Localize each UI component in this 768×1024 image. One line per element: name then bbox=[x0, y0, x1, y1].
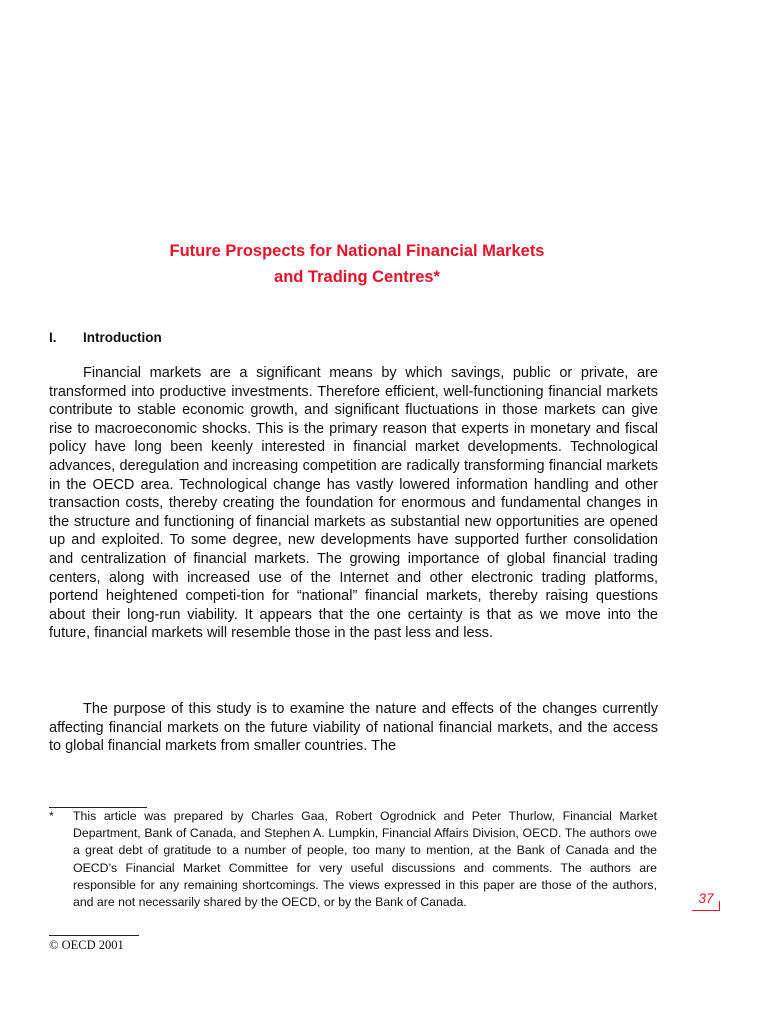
article-title-line-2: and Trading Centres* bbox=[274, 268, 440, 286]
page-number: 37 bbox=[692, 891, 720, 911]
article-title-line-1: Future Prospects for National Financial Markets bbox=[169, 242, 545, 260]
copyright-divider bbox=[49, 935, 139, 936]
copyright-notice: © OECD 2001 bbox=[49, 938, 124, 952]
article-title bbox=[0, 238, 714, 290]
section-title: Introduction bbox=[83, 330, 162, 345]
footnote-marker: * bbox=[49, 809, 54, 823]
body-paragraph-2: The purpose of this study is to examine the nature and effects of the changes currently affecting financial markets on the future viability of national financial markets, and the access to global financial markets from smaller countries. The bbox=[49, 701, 658, 755]
footnote bbox=[49, 808, 657, 911]
section-number: I. bbox=[49, 330, 57, 345]
body-paragraph-1: Financial markets are a significant means by which savings, public or private, are transformed into productive investments. Therefore efficient, well-functioning financial markets contribute to stable economic growth, and significant fluctuations in those markets can give rise to macroeconomic shocks. This is the primary reason that experts in monetary and fiscal policy have long been keenly interested in financial market developments. Technological advances, deregulation and increasing competition are radically transforming financial markets in the OECD area. Technological change has vastly lowered information handling and other transaction costs, thereby creating the foundation for enormous and fundamental changes in the structure and functioning of financial markets as substantial new opportunities are opened up and exploited. To some degree, new developments have supported further consolidation and centralization of financial markets. The growing importance of global financial trading centers, along with increased use of the Internet and other electronic trading platforms, portend heightened competi-tion for “national” financial markets, thereby raising questions about their long-run viability. It appears that the one certainty is that as we move into the future, financial markets will resemble those in the past less and less. bbox=[49, 365, 658, 642]
footnote-text: This article was prepared by Charles Gaa, Robert Ogrodnick and Peter Thurlow, Financial Market Department, Bank of Canada, and Stephen A. Lumpkin, Financial Affairs Division, OECD. The authors owe a great debt of gratitude to a number of people, too many to mention, at the Bank of Canada and the OECD’s Financial Market Committee for very useful discussions and comments. The authors are responsible for any remaining shortcomings. The views expressed in this paper are those of the authors, and are not necessarily shared by the OECD, or by the Bank of Canada. bbox=[73, 809, 657, 910]
section-heading bbox=[49, 330, 162, 345]
